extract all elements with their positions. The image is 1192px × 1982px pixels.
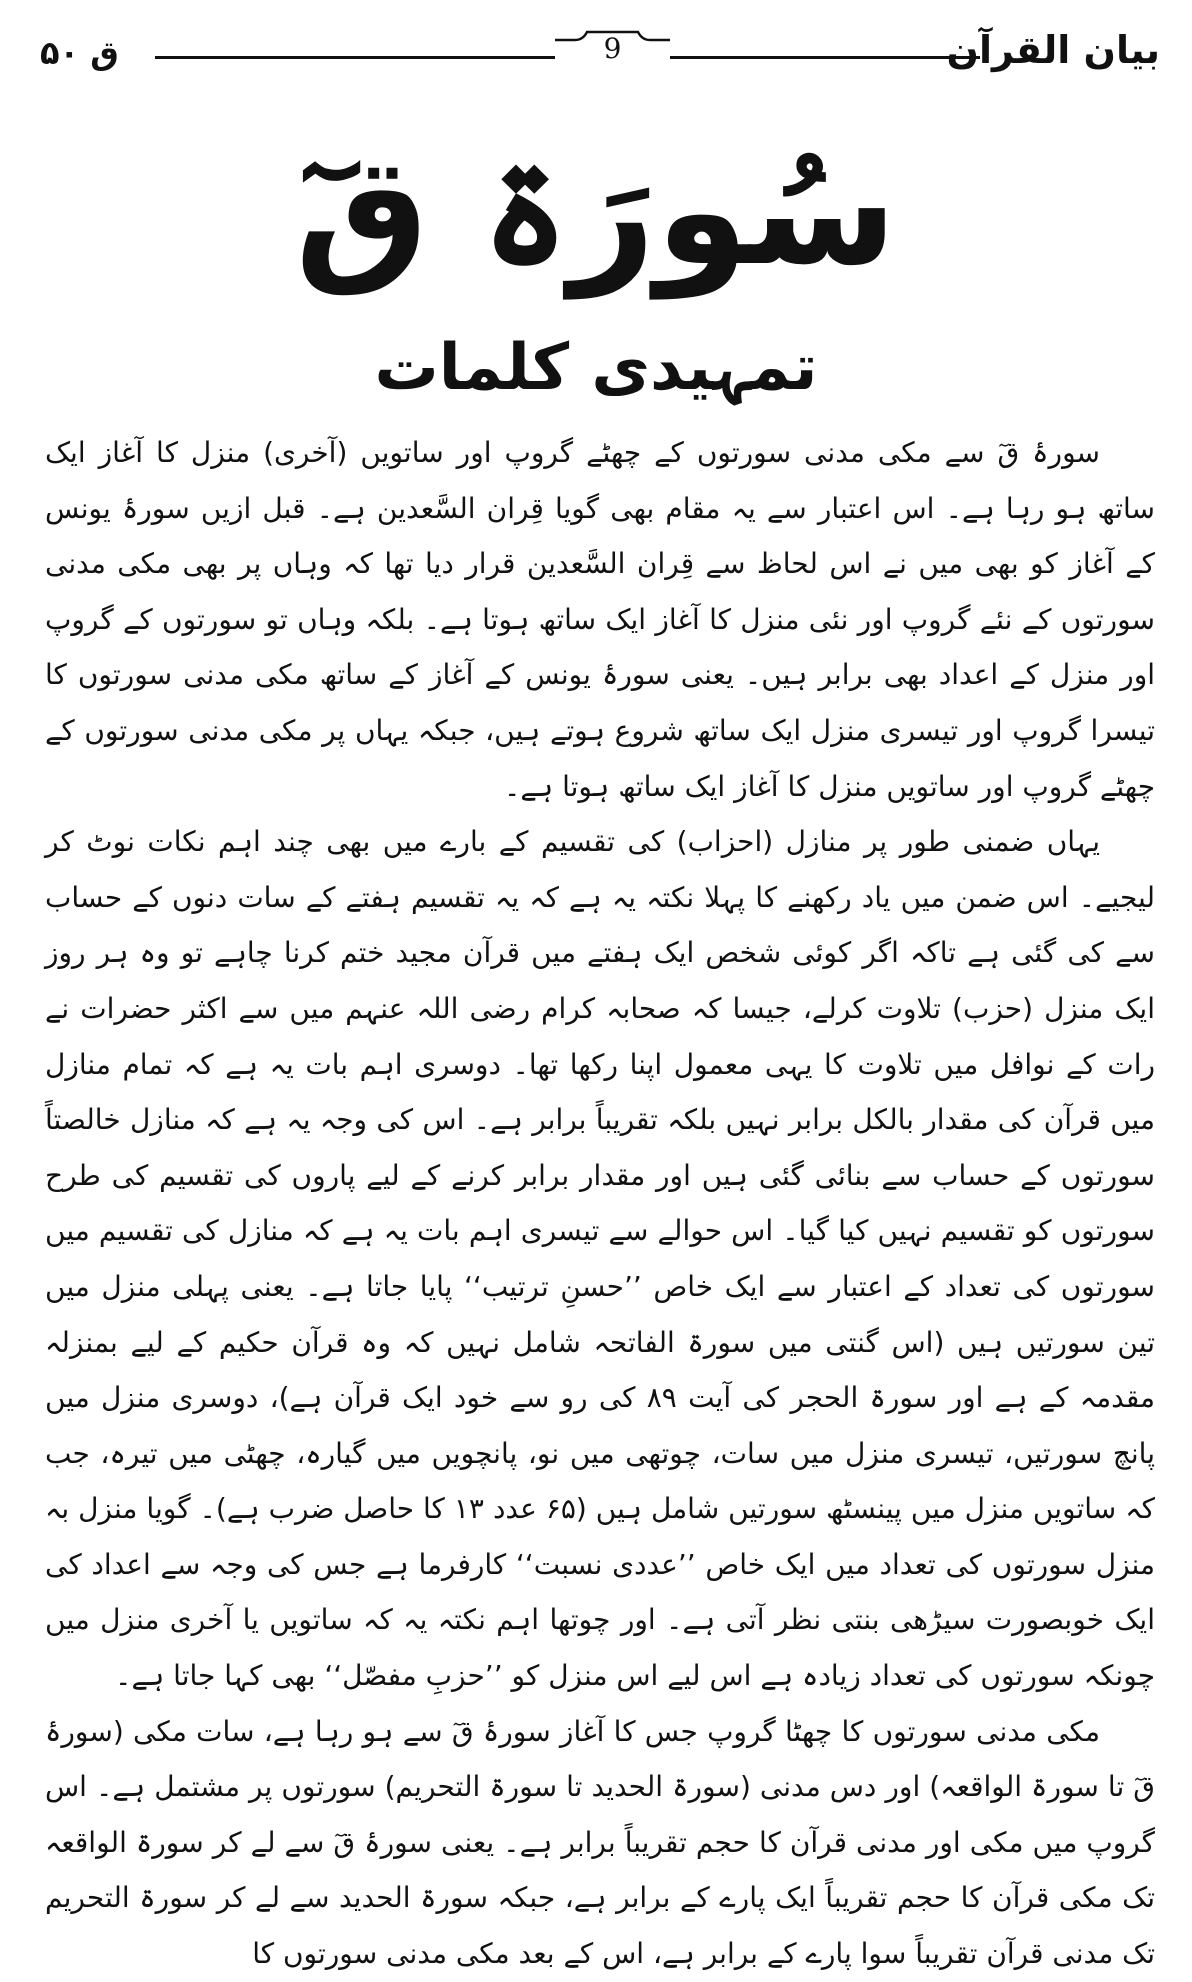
surah-reference: ق ۵۰ xyxy=(40,34,119,72)
book-title: بیان القرآن xyxy=(946,28,1160,72)
paragraph-1: سورۂ قٓ سے مکی مدنی سورتوں کے چھٹے گروپ اور ساتویں (آخری) منزل کا آغاز ایک ساتھ ہو رہا ہے۔ اس اعتبار سے یہ مقام بھی گویا قِران السَّعدین ہے۔ قبل ازیں سورۂ یونس کے آغاز کو بھی میں نے اس لحاظ سے قِران السَّعدین قرار دیا تھا کہ وہاں پر بھی مکی مدنی سورتوں کے نئے گروپ اور نئی منزل کا آغاز ایک ساتھ ہوتا ہے۔ بلکہ وہاں تو سورتوں کے گروپ اور منزل کے اعداد بھی برابر ہیں۔ یعنی سورۂ یونس کے آغاز کے ساتھ مکی مدنی سورتوں کا تیسرا گروپ اور تیسری منزل ایک ساتھ شروع ہوتے ہیں، جبکہ یہاں پر مکی مدنی سورتوں کے چھٹے گروپ اور ساتویں منزل کا آغاز ایک ساتھ ہوتا ہے۔ xyxy=(45,436,1155,803)
page-number-tab xyxy=(555,28,670,68)
paragraph-2: یہاں ضمنی طور پر منازل (احزاب) کی تقسیم کے بارے میں بھی چند اہم نکات نوٹ کر لیجیے۔ اس ضمن میں یاد رکھنے کا پہلا نکتہ یہ ہے کہ یہ تقسیم ہفتے کے سات دنوں کے حساب سے کی گئی ہے تاکہ اگر کوئی شخص ایک ہفتے میں قرآن مجید ختم کرنا چاہے تو وہ ہر روز ایک منزل (حزب) تلاوت کرلے، جیسا کہ صحابہ کرام رضی اللہ عنہم میں سے اکثر حضرات نے رات کے نوافل میں تلاوت کا یہی معمول اپنا رکھا تھا۔ دوسری اہم بات یہ ہے کہ تمام منازل میں قرآن کی مقدار بالکل برابر نہیں بلکہ تقریباً برابر ہے۔ اس کی وجہ یہ ہے کہ منازل خالصتاً سورتوں کے حساب سے بنائی گئی ہیں اور مقدار برابر کرنے کے لیے پاروں کی تقسیم کی طرح سورتوں کو تقسیم نہیں کیا گیا۔ اس حوالے سے تیسری اہم بات یہ ہے کہ منازل کی تقسیم میں سورتوں کی تعداد کے اعتبار سے ایک خاص ’’حسنِ ترتیب‘‘ پایا جاتا ہے۔ یعنی پہلی منزل میں تین سورتیں ہیں (اس گنتی میں سورۃ الفاتحہ شامل نہیں کہ وہ قرآن حکیم کے لیے بمنزلہ مقدمہ کے ہے اور سورۃ الحجر کی آیت ۸۹ کی رو سے خود ایک قرآن ہے)، دوسری منزل میں پانچ سورتیں، تیسری منزل میں سات، چوتھی میں نو، پانچویں میں گیارہ، چھٹی میں تیرہ، جب کہ ساتویں منزل میں پینسٹھ سورتیں شامل ہیں (۶۵ عدد ۱۳ کا حاصل ضرب ہے)۔ گویا منزل بہ منزل سورتوں کی تعداد میں ایک خاص ’’عددی نسبت‘‘ کارفرما ہے جس کی وجہ سے اعداد کی ایک خوبصورت سیڑھی بنتی نظر آتی ہے۔ اور چوتھا اہم نکتہ یہ کہ ساتویں یا آخری منزل میں چونکہ سورتوں کی تعداد زیادہ ہے اس لیے اس منزل کو ’’حزبِ مفصّل‘‘ بھی کہا جاتا ہے۔ xyxy=(45,825,1155,1693)
page-number: 9 xyxy=(603,32,622,65)
intro-heading: تمہیدی کلمات xyxy=(374,331,818,405)
header-rule-right xyxy=(670,56,980,59)
paragraph-3: مکی مدنی سورتوں کا چھٹا گروپ جس کا آغاز سورۂ قٓ سے ہو رہا ہے، سات مکی (سورۂ قٓ تا سورۃ الواقعہ) اور دس مدنی (سورۃ الحدید تا سورۃ التحریم) سورتوں پر مشتمل ہے۔ اس گروپ میں مکی اور مدنی قرآن کا حجم تقریباً برابر ہے۔ یعنی سورۂ قٓ سے لے کر سورۃ الواقعہ تک مکی قرآن کا حجم تقریباً ایک پارے کے برابر ہے، جبکہ سورۃ الحدید سے لے کر سورۃ التحریم تک مدنی قرآن تقریباً سوا پارے کے برابر ہے، اس کے بعد مکی مدنی سورتوں کا xyxy=(45,1714,1155,1971)
running-header xyxy=(30,22,1160,82)
body-text xyxy=(45,425,1155,1982)
surah-title: سُورَۃ قٓ xyxy=(294,125,898,299)
header-rule-left xyxy=(155,56,555,59)
